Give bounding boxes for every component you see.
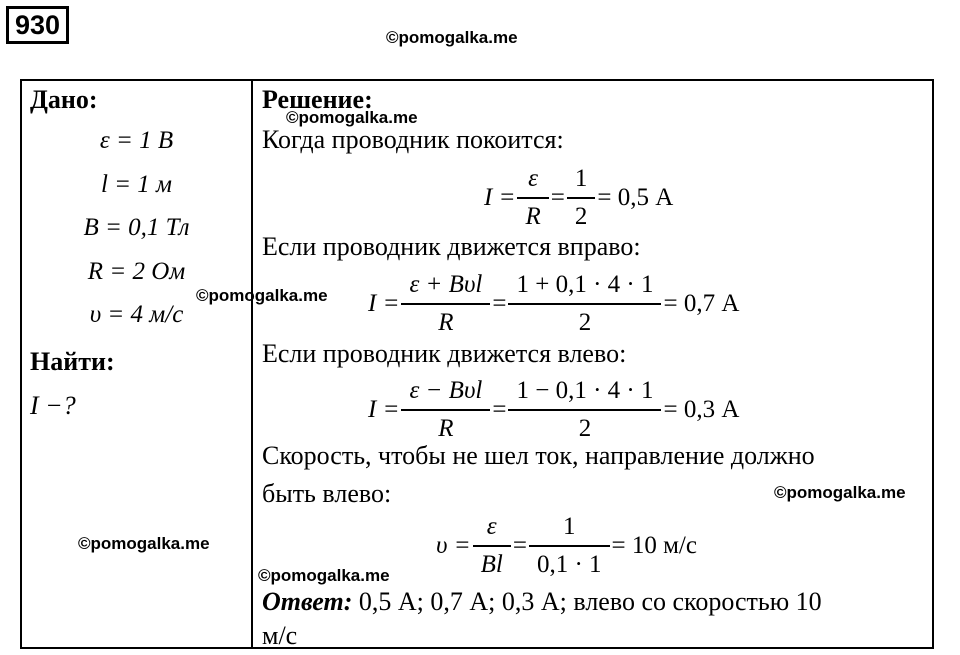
answer-label: Ответ: xyxy=(262,587,353,616)
solution-table xyxy=(20,79,934,649)
eq1-num2: 1 xyxy=(574,165,588,192)
eq3-equals: = xyxy=(492,396,507,423)
eq2-lhs: I = xyxy=(368,290,400,317)
answer-line-2: м/с xyxy=(262,621,298,650)
eq3-num: ε − Bυl xyxy=(409,377,483,404)
equation-right xyxy=(368,267,739,341)
solution-text-left: Если проводник движется влево: xyxy=(262,339,627,368)
eq4-fraction-numeric xyxy=(533,509,606,583)
eq1-equals: = xyxy=(550,184,565,211)
eq3-fraction-symbolic xyxy=(405,373,486,447)
eq1-den: R xyxy=(517,197,548,235)
eq4-result: = 10 м/с xyxy=(611,532,697,559)
eq3-lhs: I = xyxy=(368,396,400,423)
solution-text-rest: Когда проводник покоится: xyxy=(262,125,564,154)
eq3-den: R xyxy=(401,409,490,447)
given-emf: ε = 1 В xyxy=(99,127,174,154)
eq3-den2: 2 xyxy=(508,409,661,447)
find-value: I −? xyxy=(30,391,76,420)
eq2-equals: = xyxy=(492,290,507,317)
watermark: ©pomogalka.me xyxy=(286,108,418,127)
answer-values: 0,5 А; 0,7 А; 0,3 А; влево со скоростью 10 xyxy=(358,587,822,616)
eq4-den2: 0,1 · 1 xyxy=(529,545,610,583)
equation-speed xyxy=(436,509,697,583)
solution-text-right: Если проводник движется вправо: xyxy=(262,232,641,261)
eq2-result: = 0,7 А xyxy=(663,290,740,317)
eq4-lhs: υ = xyxy=(436,532,471,559)
eq4-num: ε xyxy=(486,513,497,540)
eq4-fraction-symbolic xyxy=(477,509,507,583)
eq2-fraction-numeric xyxy=(512,267,657,341)
answer-line xyxy=(262,587,822,617)
eq1-result: = 0,5 А xyxy=(597,184,674,211)
equation-left xyxy=(368,373,739,447)
given-induction: B = 0,1 Тл xyxy=(83,214,190,241)
solution-text-speed-2: быть влево: xyxy=(262,479,392,508)
solution-heading: Решение: xyxy=(262,85,373,114)
find-heading: Найти: xyxy=(30,347,115,376)
eq1-den2: 2 xyxy=(567,197,596,235)
given-heading: Дано: xyxy=(30,85,98,114)
eq4-num2: 1 xyxy=(562,513,576,540)
problem-number: 930 xyxy=(6,6,69,44)
watermark: ©pomogalka.me xyxy=(386,28,518,47)
eq1-fraction-symbolic xyxy=(521,161,544,235)
equation-rest xyxy=(484,161,673,235)
watermark: ©pomogalka.me xyxy=(774,483,906,502)
eq2-num2: 1 + 0,1 · 4 · 1 xyxy=(516,271,654,298)
eq2-fraction-symbolic xyxy=(405,267,486,341)
eq2-den: R xyxy=(401,303,490,341)
eq1-fraction-numeric xyxy=(571,161,592,235)
given-velocity: υ = 4 м/с xyxy=(89,301,184,328)
watermark: ©pomogalka.me xyxy=(78,534,210,553)
given-length: l = 1 м xyxy=(100,171,173,198)
eq3-fraction-numeric xyxy=(512,373,657,447)
eq3-num2: 1 − 0,1 · 4 · 1 xyxy=(516,377,654,404)
column-divider xyxy=(251,81,253,647)
eq3-result: = 0,3 А xyxy=(663,396,740,423)
eq1-num: ε xyxy=(528,165,539,192)
watermark: ©pomogalka.me xyxy=(196,286,328,305)
solution-text-speed-1: Скорость, чтобы не шел ток, направление должно xyxy=(262,441,815,470)
eq4-equals: = xyxy=(512,532,527,559)
eq4-den: Bl xyxy=(473,545,511,583)
eq1-lhs: I = xyxy=(484,184,516,211)
eq2-den2: 2 xyxy=(508,303,661,341)
watermark: ©pomogalka.me xyxy=(258,566,390,585)
eq2-num: ε + Bυl xyxy=(409,271,483,298)
given-resistance: R = 2 Ом xyxy=(87,258,186,285)
